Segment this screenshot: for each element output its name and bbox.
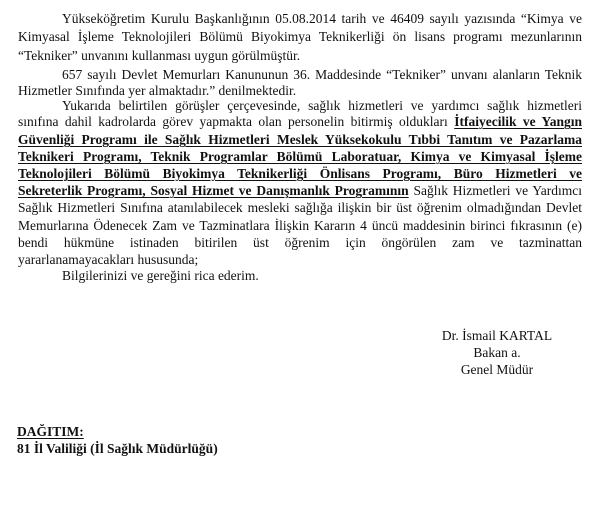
distribution-recipient: 81 İl Valiliği (İl Sağlık Müdürlüğü)	[17, 441, 218, 456]
body-line	[18, 165, 582, 182]
underlined-program-names: Teknolojileri Bölümü Biyokimya Teknikerliği Önlisans Programı, Büro Hizmetleri ve	[18, 166, 582, 181]
body-line: Kimyasal İşleme Teknolojileri Bölümü Biyokimya Teknikerliği ön lisans programı mezunlarının	[18, 29, 582, 44]
signatory-on-behalf: Bakan a.	[473, 345, 521, 360]
distribution-heading: DAĞITIM:	[17, 424, 84, 439]
underlined-program-names: Güvenliği Programı ile Sağlık Hizmetleri Meslek Yüksekokulu Tıbbi Tanıtım ve Pazarlama	[18, 132, 582, 147]
body-line: yararlanamayacakları hususunda;	[18, 252, 199, 267]
underlined-program-names: Sekreterlik Programı, Sosyal Hizmet ve Danışmanlık Programının	[18, 183, 409, 198]
underlined-program-names: İtfaiyecilik ve Yangın	[454, 114, 583, 129]
body-line: Memurlarına Ödenecek Zam ve Tazminatlara İlişkin Kararın 4 üncü maddesinin birinci fıkrasının (e)	[18, 218, 582, 233]
body-line: Hizmetler Sınıfında yer almaktadır.” denilmektedir.	[18, 83, 297, 98]
body-line-text: Sağlık Hizmetleri ve Yardımcı	[413, 183, 582, 198]
signatory-name: Dr. İsmail KARTAL	[441, 328, 553, 343]
body-line: Yukarıda belirtilen görüşler çerçevesinde, sağlık hizmetleri ve yardımcı sağlık hizmetleri	[62, 98, 582, 113]
body-line	[18, 131, 582, 148]
signatory-title: Genel Müdür	[460, 362, 534, 377]
closing-line: Bilgilerinizi ve gereğini rica ederim.	[62, 268, 259, 283]
body-line	[18, 113, 582, 130]
body-line	[18, 148, 582, 165]
underlined-program-names: Teknikeri Programı, Teknik Programlar Bölümü Laboratuar, Kimya ve Kimyasal İşleme	[18, 149, 582, 164]
body-line: Yükseköğretim Kurulu Başkanlığının 05.08.2014 tarih ve 46409 sayılı yazısında “Kimya ve	[62, 11, 582, 26]
body-line-text: sınıfına dahil kadrolarda görev yapmakta olan personelin bitirmiş oldukları	[18, 114, 448, 129]
body-line: 657 sayılı Devlet Memurları Kanununun 36. Maddesinde “Tekniker” unvanı alanların Teknik	[62, 67, 582, 82]
body-line	[18, 182, 582, 199]
body-line: Sağlık Hizmetleri Sınıfına atanılabilecek mesleki sağlığa ilişkin bir üst öğrenim olmadığından Devlet	[18, 200, 582, 215]
body-line: “Tekniker” unvanını kullanması uygun görülmüştür.	[18, 48, 301, 63]
body-line: bendi hükmüne istinaden bitirilen üst öğrenim için öngörülen zam ve tazminattan	[18, 235, 582, 250]
